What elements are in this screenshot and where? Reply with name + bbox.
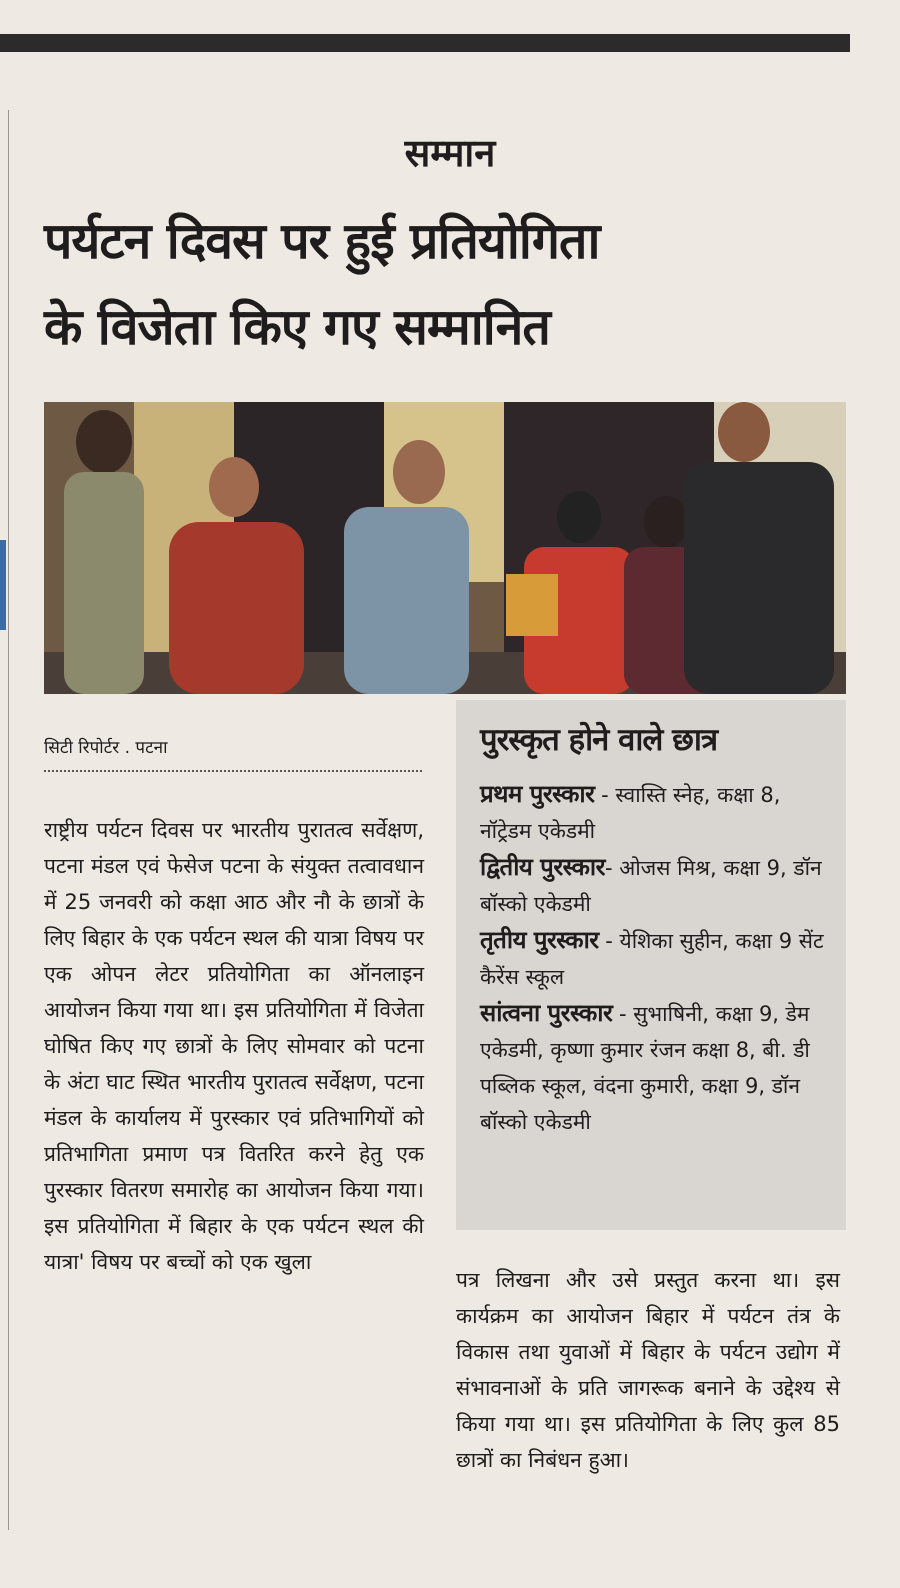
byline-divider [44, 770, 422, 772]
award-winner: - सुभाषिनी, कक्षा 9, डेम एकेडमी, कृष्णा कुमार रंजन कक्षा 8, बी. डी पब्लिक स्कूल, वंदना कुमारी, कक्षा 9, डॉन बॉस्को एकेडमी [480, 1002, 810, 1134]
award-label: सांत्वना पुरस्कार [480, 999, 613, 1027]
article-column-1: राष्ट्रीय पर्यटन दिवस पर भारतीय पुरातत्व सर्वेक्षण, पटना मंडल एवं फेसेज पटना के संयुक्त तत्वावधान में 25 जनवरी को कक्षा आठ और नौ के छात्रों के लिए बिहार के एक पर्यटन स्थल की यात्रा विषय पर एक ओपन लेटर प्रतियोगिता का ऑनलाइन आयोजन किया गया था। इस प्रतियोगिता में विजेता घोषित किए गए छात्रों के लिए सोमवार को पटना के अंटा घाट स्थित भारतीय पुरातत्व सर्वेक्षण, पटना मंडल के कार्यालय में पुरस्कार एवं प्रतिभागियों को प्रतिभागिता प्रमाण पत्र वितरित करने हेतु एक पुरस्कार वितरण समारोह का आयोजन किया गया। इस प्रतियोगिता में बिहार के एक पर्यटन स्थल की यात्रा' विषय पर बच्चों को एक खुला [44, 818, 424, 1274]
award-winner: - स्वास्ति स्नेह, कक्षा 8, नॉट्रेडम एकेडमी [480, 783, 781, 843]
award-label: तृतीय पुरस्कार [480, 926, 599, 954]
page-edge-tab [0, 540, 6, 630]
headline-line-1: पर्यटन दिवस पर हुई प्रतियोगिता [44, 211, 600, 270]
award-ceremony-photo [44, 402, 846, 694]
award-winner: - ओजस मिश्र, कक्षा 9, डॉन बॉस्को एकेडमी [480, 856, 822, 916]
awards-title: पुरस्कृत होने वाले छात्र [480, 722, 718, 758]
award-label: द्वितीय पुरस्कार [480, 853, 605, 881]
award-winner: - येशिका सुहीन, कक्षा 9 सेंट कैरेंस स्कूल [480, 929, 824, 989]
headline-line-2: के विजेता किए गए सम्मानित [44, 297, 550, 356]
byline: सिटी रिपोर्टर . पटना [44, 738, 168, 758]
award-item-second [480, 849, 835, 922]
award-label: प्रथम पुरस्कार [480, 780, 595, 808]
award-item-third [480, 922, 835, 995]
section-kicker: सम्मान [404, 131, 496, 175]
masthead-rule [0, 34, 850, 52]
award-item-first [480, 776, 835, 849]
awards-box [456, 700, 846, 1230]
award-item-consolation [480, 995, 835, 1140]
awards-list [480, 776, 835, 1140]
article-column-2: पत्र लिखना और उसे प्रस्तुत करना था। इस कार्यक्रम का आयोजन बिहार में पर्यटन तंत्र के विकास तथा युवाओं में बिहार के पर्यटन उद्योग में संभावनाओं के प्रति जागरूक बनाने के उद्देश्य से किया गया था। इस प्रतियोगिता के लिए कुल 85 छात्रों का निबंधन हुआ। [456, 1268, 840, 1472]
page-edge-line [8, 110, 9, 1530]
headline [44, 198, 864, 370]
